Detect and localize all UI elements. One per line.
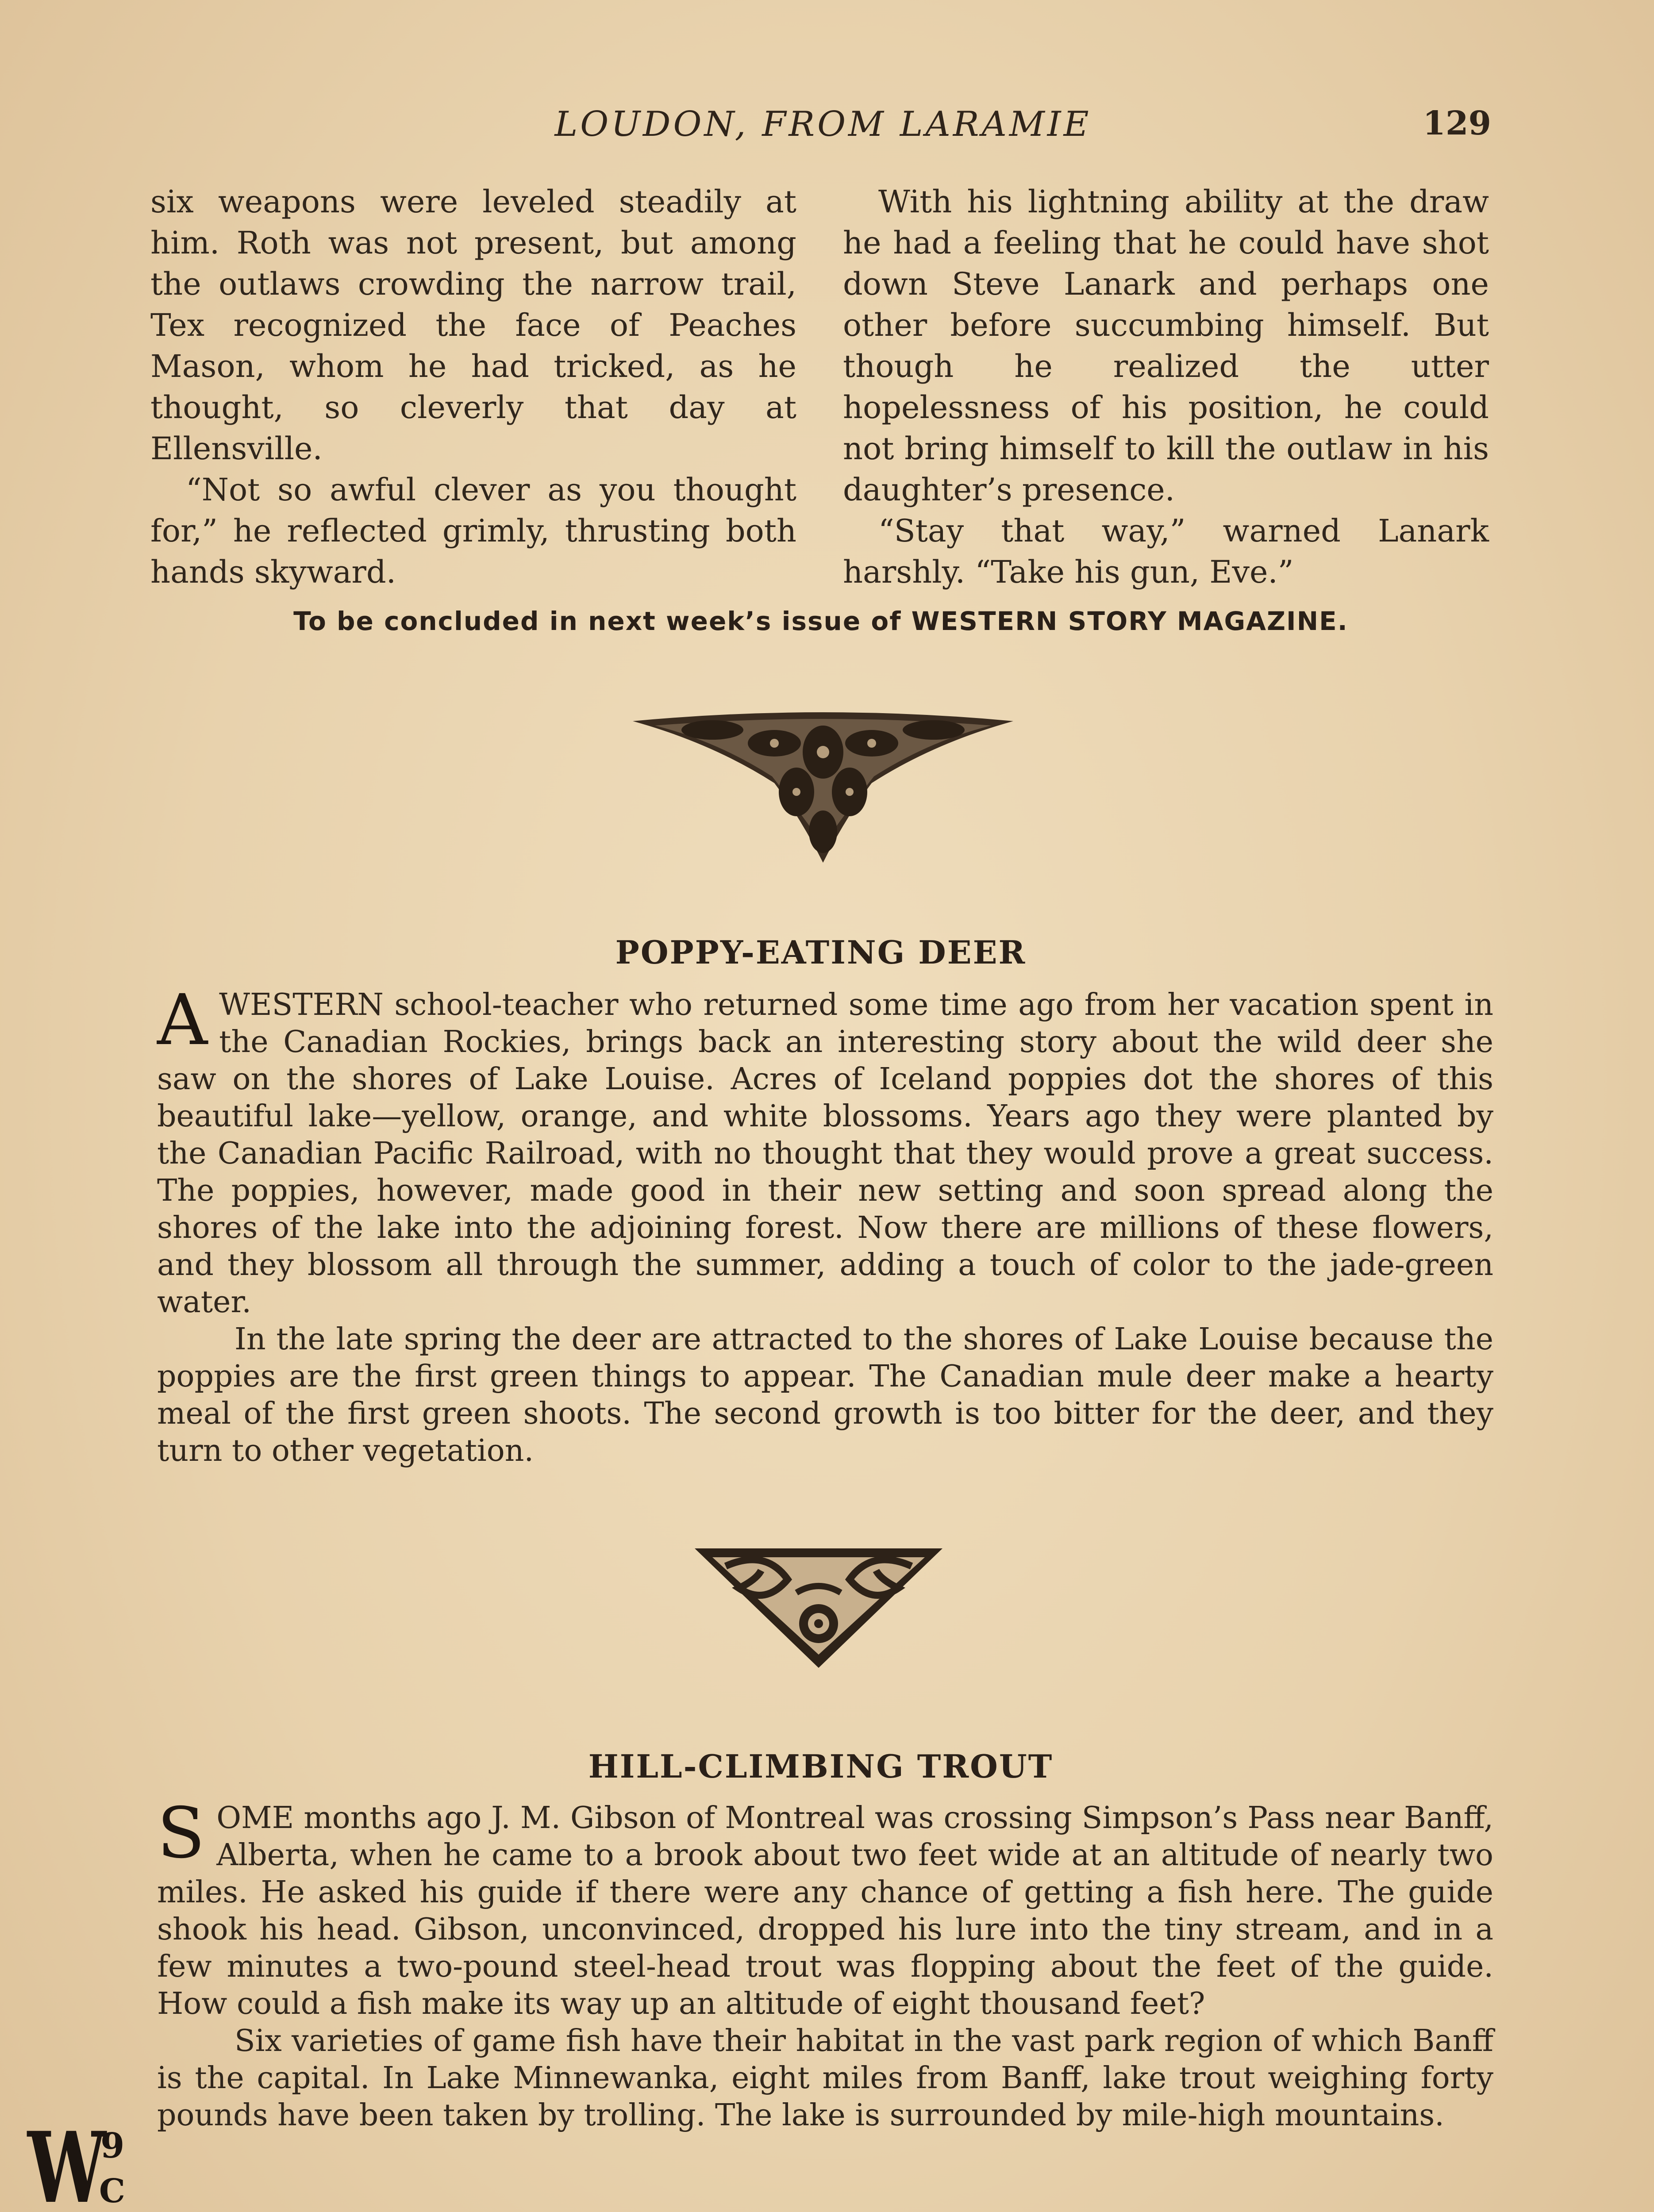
story-paragraph: six weapons were leveled steadily at him. Roth was not present, but among the outlaws crowding the narrow trail, Tex recognized the face of Peaches Mason, whom he had tricked, as he thought, so cleverly that day at Ellensville. — [150, 184, 796, 467]
article-paragraph: WESTERN school-teacher who returned some time ago from her vacation spent in the Canadian Rockies, brings back an interesting story about the wild deer she saw on the shores of Lake Louise. Acres of Iceland poppies dot the shores of this beautiful lake—yellow, orange, and white blossoms. Years ago they were planted by the Canadian Pacific Railroad, with no thought that they would prove a great success. The poppies, however, made good in their new setting and soon spread along the shores of the lake into the adjoining forest. Now there are millions of these flowers, and they blossom all through the summer, adding a touch of color to the jade-green water. — [157, 987, 1493, 1320]
story-column-right — [843, 181, 1489, 593]
rose-triangle-ornament-icon — [690, 1540, 947, 1672]
running-title: LOUDON, FROM LARAMIE — [554, 104, 1092, 144]
story-paragraph: “Stay that way,” warned Lanark harshly. “Take his gun, Eve.” — [843, 513, 1489, 590]
article-title: POPPY-EATING DEER — [615, 933, 1027, 971]
article-poppy-eating-deer — [157, 979, 1493, 1470]
story-column-left — [150, 181, 796, 593]
drop-cap: A — [157, 979, 208, 1061]
page-number: 129 — [1423, 104, 1491, 142]
printer-mark — [27, 2110, 142, 2212]
story-paragraph: With his lightning ability at the draw he had a feeling that he could have shot down Steve Lanark and perhaps one other before succumbing himself. But though he realized the utter hopelessness of his position, he could not bring himself to kill the outlaw in his daughter’s presence. — [843, 184, 1489, 508]
article-paragraph: OME months ago J. M. Gibson of Montreal was crossing Simpson’s Pass near Banff, Alberta, when he came to a brook about two feet wide at an altitude of nearly two miles. He asked his guide if there were any chance of getting a fish here. The guide shook his head. Gibson, unconvinced, dropped his lure into the tiny stream, and in a few minutes a two-pound steel-head trout was flopping about the feet of the guide. How could a fish make its way up an altitude of eight thousand feet? — [157, 1801, 1493, 2021]
leaf-ornament-icon — [624, 703, 1022, 872]
printer-mark-letter: W — [27, 2110, 106, 2212]
article-paragraph: In the late spring the deer are attracted to the shores of Lake Louise because the poppies are the first green things to appear. The Canadian mule deer make a hearty meal of the first green shoots. The second growth is too bitter for the deer, and they turn to other vegetation. — [157, 1322, 1493, 1468]
printer-mark-number: 9 — [100, 2126, 125, 2166]
drop-cap: S — [157, 1793, 205, 1874]
story-paragraph: “Not so awful clever as you thought for,” he reflected grimly, thrusting both hands skyward. — [150, 472, 796, 590]
article-title: HILL-CLIMBING TROUT — [588, 1747, 1054, 1785]
article-paragraph: Six varieties of game fish have their habitat in the vast park region of which Banff is the capital. In Lake Minnewanka, eight miles from Banff, lake trout weighing forty pounds have been taken by trolling. The lake is surrounded by mile-high mountains. — [157, 2024, 1493, 2133]
article-hill-climbing-trout — [157, 1793, 1493, 2134]
printer-mark-sub: C — [99, 2172, 125, 2210]
continuation-notice: To be concluded in next week’s issue of WESTERN STORY MAGAZINE. — [293, 606, 1348, 636]
